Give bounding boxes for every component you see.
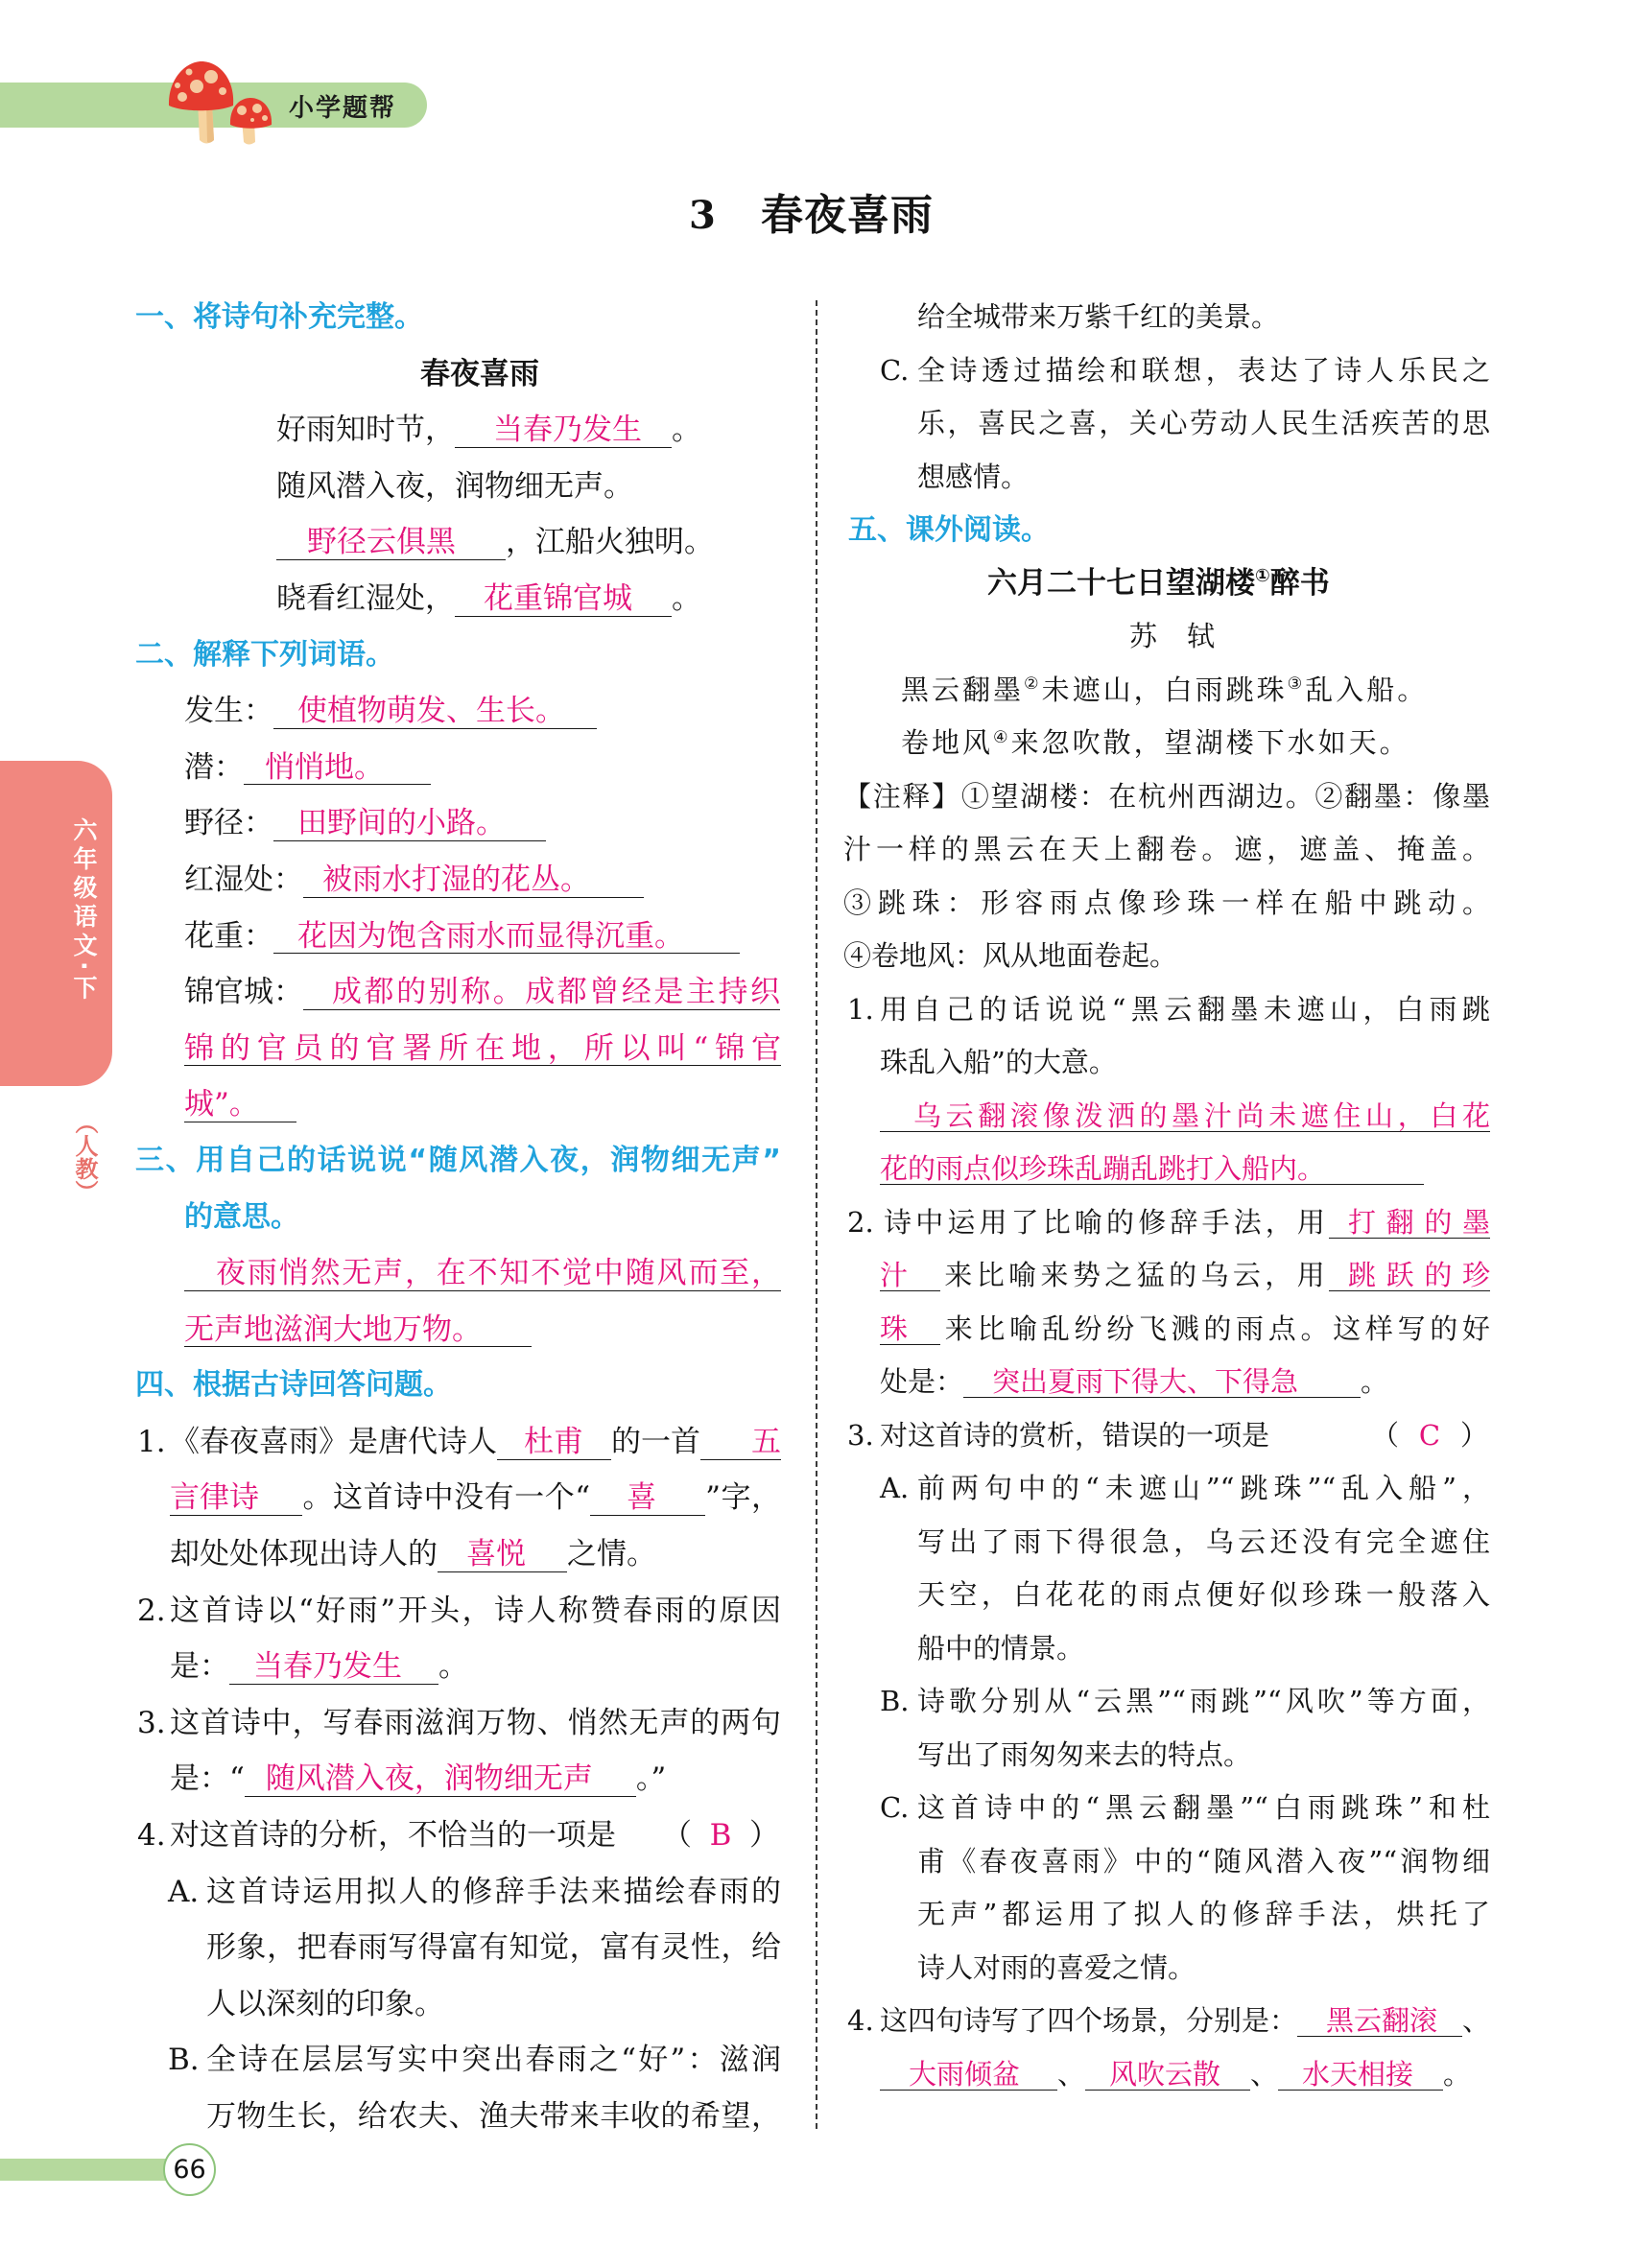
question-text: 诗中运用了比喻的修辞手法，用 — [880, 1205, 1329, 1239]
question-1-line-1 — [135, 1414, 781, 1471]
option-text: 这首诗运用拟人的修辞手法来描绘春雨的 — [206, 1874, 781, 1909]
paren-close: ） — [1459, 1418, 1488, 1452]
poem-line-4 — [135, 571, 781, 627]
option-a-line-3 — [843, 1569, 1490, 1622]
question-text: 用自己的话说说“黑云翻墨未遮山，白雨跳 — [880, 992, 1490, 1026]
option-c-line-3: 想感情。 — [917, 460, 1030, 493]
reading-question-4-line-1 — [843, 1995, 1490, 2048]
option-text: 无声”都运用了拟人的修辞手法，烘托了 — [917, 1898, 1490, 1930]
notes-line-4: ④卷地风：风从地面卷起。 — [843, 939, 1178, 972]
question-text: 却处处体现出诗人的 — [170, 1537, 438, 1572]
reading-question-2-line-2 — [843, 1249, 1490, 1303]
answer-blank: 被雨水打湿的花丛。 — [303, 863, 644, 898]
left-column — [135, 290, 781, 2145]
page-number: 66 — [173, 2155, 206, 2185]
option-b-line-3: 给全城带来万紫千红的美景。 — [917, 300, 1280, 333]
option-text: 甫《春夜喜雨》中的“随风潜入夜”“润物细 — [917, 1844, 1490, 1878]
footnote-marker: ② — [1024, 674, 1042, 695]
question-text: 来比喻来势之猛的乌云，用 — [940, 1259, 1329, 1291]
separator: 、 — [1057, 2057, 1086, 2091]
question-text: 之情。 — [567, 1537, 656, 1572]
option-text: 形象，把春雨写得富有知觉，富有灵性，给 — [206, 1930, 781, 1966]
question-3-line-1 — [135, 1695, 781, 1752]
option-a-line-1 — [843, 1462, 1490, 1516]
poem-text: 晓看红湿处， — [276, 580, 455, 616]
question-2-line-2 — [135, 1639, 781, 1695]
term-row — [135, 909, 781, 965]
option-a-line-2 — [135, 1920, 781, 1976]
answer-blank: 花的雨点似珍珠乱蹦乱跳打入船内。 — [880, 1153, 1424, 1185]
section-4-heading: 四、根据古诗回答问题。 — [135, 1368, 452, 1403]
question-number: 4. — [847, 2004, 874, 2037]
notes-line-2: 汁一样的黑云在天上翻卷。遮，遮盖、掩盖。 — [843, 833, 1490, 865]
option-text: 写出了雨下得很急，乌云还没有完全遮住 — [917, 1524, 1490, 1558]
answer-blank: 打翻的墨 — [1329, 1207, 1490, 1239]
poem-author: 苏 轼 — [1129, 620, 1217, 652]
poem-title-text: 六月二十七日望湖楼 — [987, 565, 1255, 601]
answer-blank: 城”。 — [184, 1088, 296, 1122]
term-row — [135, 795, 781, 852]
option-text: 乐，喜民之喜，关心劳动人民生活疾苦的思 — [917, 407, 1490, 439]
option-b-line-2 — [135, 2089, 781, 2145]
choice-answer: B — [709, 1818, 732, 1854]
option-text: 这首诗中的“黑云翻墨”“白雨跳珠”和杜 — [917, 1791, 1490, 1824]
answer-row — [843, 1143, 1490, 1196]
side-tab-grade-label: 六年级语文·下 — [70, 817, 98, 1004]
poem-line-3 — [135, 514, 781, 571]
notes-line-3: ③跳珠：形容雨点像珍珠一样在船中跳动。 — [843, 886, 1490, 919]
answer-blank: 珠 — [880, 1313, 940, 1345]
choice-answer: C — [1418, 1418, 1441, 1452]
answer-blank: 锦的官员的官署所在地，所以叫“锦官 — [184, 1030, 781, 1066]
term-row — [135, 852, 781, 909]
question-3-line-2 — [135, 1751, 781, 1807]
option-label: B. — [168, 2043, 200, 2078]
question-text: 来比喻乱纷纷飞溅的雨点。这样写的好 — [940, 1311, 1490, 1345]
brand-name: 小学题帮 — [289, 94, 397, 123]
term-row — [135, 683, 781, 740]
question-number: 3. — [137, 1705, 166, 1740]
punctuation: 。 — [672, 580, 701, 616]
page-number-badge — [163, 2143, 216, 2196]
answer-blank: 夜雨悄然无声，在不知不觉中随风而至， — [184, 1257, 781, 1291]
poem-title: 春夜喜雨 — [420, 356, 539, 391]
option-c-line-2 — [843, 1835, 1490, 1889]
term-label: 锦官城： — [184, 975, 303, 1010]
option-label: A. — [168, 1874, 200, 1909]
footnote-marker: ① — [1255, 566, 1270, 587]
question-4-stem — [135, 1807, 781, 1864]
punctuation: 。 — [1443, 2057, 1472, 2091]
answer-blank: 喜悦 — [438, 1538, 567, 1572]
answer-choice-bracket — [1371, 1409, 1488, 1463]
term-row — [135, 964, 781, 1021]
question-number: 1. — [847, 992, 874, 1026]
answer-blank: 使植物萌发、生长。 — [273, 695, 597, 729]
option-c-line-4: 诗人对雨的喜爱之情。 — [917, 1950, 1196, 1984]
option-label: C. — [880, 1791, 910, 1824]
question-text: 是： — [170, 1649, 229, 1685]
question-text: ”字， — [705, 1480, 781, 1516]
section-3-heading: 三、用自己的话说说“随风潜入夜，润物细无声” — [135, 1143, 781, 1177]
answer-blank: 随风潜入夜，润物细无声 — [245, 1762, 636, 1797]
option-a-line-3: 人以深刻的印象。 — [206, 1986, 444, 2021]
answer-blank: 野径云俱黑 — [276, 526, 506, 560]
reading-poem-line-1 — [843, 664, 1490, 718]
answer-blank: 突出夏雨下得大、下得急 — [963, 1366, 1361, 1398]
question-1-line-3 — [135, 1526, 781, 1583]
option-text: 万物生长，给农夫、渔夫带来丰收的希望， — [206, 2099, 781, 2134]
option-text: 前两句中的“未遮山”“跳珠”“乱入船”， — [917, 1472, 1490, 1504]
option-label: B. — [880, 1685, 910, 1717]
question-text: 这四句诗写了四个场景，分别是： — [880, 2004, 1298, 2037]
option-label: A. — [880, 1472, 910, 1504]
option-a-line-4: 船中的情景。 — [917, 1631, 1085, 1665]
poem-text: 未遮山，白雨跳珠 — [1041, 673, 1288, 706]
answer-row — [843, 1090, 1490, 1144]
poem-line-1 — [135, 402, 781, 459]
question-number: 2. — [137, 1593, 166, 1628]
term-label: 发生： — [184, 694, 273, 729]
punctuation: 。” — [635, 1761, 667, 1797]
poem-title-text: 醉书 — [1269, 565, 1330, 601]
answer-blank: 水天相接 — [1278, 2059, 1443, 2091]
option-c-line-1 — [843, 1782, 1490, 1835]
option-a-line-2 — [843, 1516, 1490, 1570]
answer-blank: 大雨倾盆 — [880, 2059, 1057, 2091]
question-number: 1. — [137, 1424, 166, 1459]
poem-text: 卷地风 — [901, 726, 994, 759]
option-label: C. — [880, 353, 910, 387]
question-text: 。这首诗中没有一个“ — [302, 1480, 591, 1516]
section-5-heading: 五、课外阅读。 — [848, 513, 1050, 547]
option-b-line-1 — [843, 1675, 1490, 1729]
question-text: 这首诗中，写春雨滋润万物、悄然无声的两句 — [170, 1705, 781, 1740]
term-row — [135, 740, 781, 796]
poem-text: 乱入船。 — [1305, 673, 1429, 706]
option-text: 全诗在层层写实中突出春雨之“好”：滋润 — [206, 2043, 781, 2078]
answer-blank: 杜甫 — [497, 1426, 611, 1460]
answer-blank: 言律诗 — [170, 1481, 302, 1516]
punctuation: 。 — [1361, 1365, 1389, 1398]
option-b-line-2: 写出了雨匆匆来去的特点。 — [917, 1737, 1252, 1771]
question-number: 3. — [847, 1418, 874, 1452]
question-text: 《春夜喜雨》是唐代诗人 — [170, 1424, 497, 1459]
question-number: 2. — [847, 1205, 874, 1239]
reading-question-4-line-2 — [843, 2048, 1490, 2102]
question-1-line-2 — [135, 1470, 781, 1526]
mushroom-logo-icon — [163, 58, 278, 149]
answer-blank: 无声地滋润大地万物。 — [184, 1313, 532, 1348]
section-2-heading: 二、解释下列词语。 — [135, 637, 394, 672]
reading-question-3-stem — [843, 1409, 1490, 1463]
question-2-line-1 — [135, 1583, 781, 1640]
separator: 、 — [1462, 2004, 1491, 2037]
option-b-line-1 — [135, 2032, 781, 2089]
column-divider — [816, 300, 817, 2132]
answer-blank: 成都的别称。成都曾经是主持织 — [303, 976, 780, 1010]
question-text: 对这首诗的分析，不恰当的一项是 — [170, 1818, 616, 1854]
option-a-line-1 — [135, 1864, 781, 1921]
section-3-heading-continued: 的意思。 — [184, 1199, 299, 1234]
answer-choice-bracket — [662, 1807, 779, 1864]
option-c-line-1 — [843, 344, 1490, 398]
answer-blank: 喜 — [590, 1481, 705, 1516]
answer-blank: 田野间的小路。 — [273, 807, 546, 841]
answer-row — [135, 1245, 781, 1302]
answer-blank: 五 — [700, 1426, 781, 1460]
paren-close: ） — [749, 1818, 779, 1854]
reading-question-2-line-4 — [843, 1356, 1490, 1409]
lesson-number: 3 — [689, 193, 716, 238]
option-text: 天空，白花花的雨点便好似珍珠一般落入 — [917, 1578, 1490, 1611]
option-text: 诗歌分别从“云黑”“雨跳”“风吹”等方面， — [917, 1685, 1490, 1717]
question-text: 这首诗以“好雨”开头，诗人称赞春雨的原因 — [170, 1593, 781, 1628]
poem-line-2: 随风潜入夜，润物细无声。 — [276, 468, 633, 504]
right-column — [843, 291, 1490, 2101]
punctuation: 。 — [672, 413, 701, 448]
answer-blank: 乌云翻滚像泼洒的墨汁尚未遮住山，白花 — [880, 1100, 1490, 1132]
footnote-marker: ③ — [1287, 674, 1306, 695]
question-number: 4. — [137, 1818, 166, 1854]
paren-open: （ — [662, 1818, 692, 1854]
answer-blank: 当春乃发生 — [455, 413, 672, 448]
reading-question-1-line-1 — [843, 983, 1490, 1037]
option-c-line-2 — [843, 397, 1490, 451]
answer-blank: 悄悄地。 — [244, 751, 431, 786]
answer-blank: 黑云翻滚 — [1297, 2005, 1462, 2037]
side-tab-edition-label: （人教） — [71, 1111, 98, 1203]
reading-question-1-line-2: 珠乱入船”的大意。 — [880, 1046, 1117, 1078]
term-row-continued — [135, 1076, 781, 1133]
question-text: 是：“ — [170, 1761, 245, 1797]
term-label: 野径： — [184, 806, 273, 841]
question-text: 对这首诗的赏析，错误的一项是 — [880, 1418, 1270, 1452]
term-label: 潜： — [184, 749, 244, 785]
poem-text: ，江船火独明。 — [506, 525, 714, 560]
term-row-continued — [135, 1021, 781, 1077]
option-c-line-3 — [843, 1888, 1490, 1942]
question-text: 处是： — [880, 1365, 964, 1398]
option-text: 全诗透过描绘和联想，表达了诗人乐民之 — [917, 353, 1490, 387]
answer-row — [135, 1302, 781, 1358]
reading-poem-title — [843, 557, 1490, 611]
poem-text: 黑云翻墨 — [901, 673, 1025, 706]
reading-poem-line-2 — [843, 717, 1490, 770]
answer-blank: 花因为饱含雨水而显得沉重。 — [273, 920, 740, 955]
answer-blank: 汁 — [880, 1260, 940, 1291]
poem-text: 来忽吹散，望湖楼下水如天。 — [1010, 726, 1410, 759]
separator: 、 — [1250, 2057, 1279, 2091]
footer-bar — [0, 2159, 178, 2181]
question-text: 的一首 — [611, 1424, 700, 1459]
punctuation: 。 — [438, 1649, 468, 1685]
notes-line-1: 【注释】①望湖楼：在杭州西湖边。②翻墨：像墨 — [843, 779, 1490, 813]
footnote-marker: ④ — [993, 727, 1011, 747]
answer-blank: 花重锦官城 — [455, 582, 672, 617]
poem-text: 好雨知时节， — [276, 413, 455, 448]
term-label: 花重： — [184, 918, 273, 954]
paren-open: （ — [1371, 1418, 1400, 1452]
reading-question-2-line-1 — [843, 1196, 1490, 1250]
answer-blank: 跳跃的珍 — [1329, 1260, 1490, 1291]
answer-blank: 当春乃发生 — [229, 1650, 438, 1685]
section-1-heading: 一、将诗句补充完整。 — [135, 300, 423, 334]
term-label: 红湿处： — [184, 862, 303, 897]
answer-blank: 风吹云散 — [1085, 2059, 1250, 2091]
page-title: 春夜喜雨 — [761, 191, 934, 240]
reading-question-2-line-3 — [843, 1303, 1490, 1357]
